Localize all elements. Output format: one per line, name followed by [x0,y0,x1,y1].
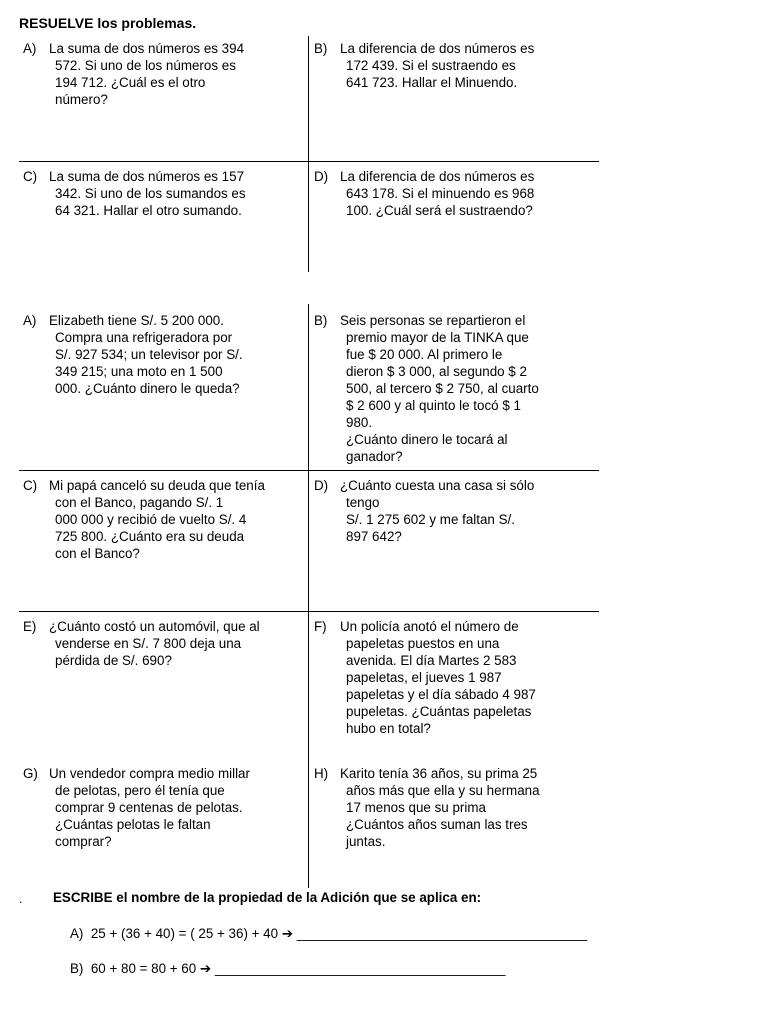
problem-text-first: La diferencia de dos números es [340,169,535,184]
problem-2h [314,765,593,850]
problem-text-line: ganador? [346,449,403,464]
problem-2e [23,618,303,669]
problem-label: G) [23,766,38,781]
problem-text-line: 194 712. ¿Cuál es el otro [55,75,206,90]
grid1-horizontal-divider [19,161,599,162]
problem-text-first: Mi papá canceló su deuda que tenía [49,478,265,493]
problem-text-line: con el Banco, pagando S/. 1 [55,495,224,510]
problem-text-line: juntas. [346,834,386,849]
page-title: RESUELVE los problemas. [19,15,197,31]
problem-label: D) [314,478,329,493]
section2-title: ESCRIBE el nombre de la propiedad de la Adición que se aplica en: [53,890,482,905]
problem-text-first: La diferencia de dos números es [340,41,535,56]
exercise-a-label: A) [70,926,84,941]
problem-text-line: premio mayor de la TINKA que [346,330,529,345]
exercise-b-answer-blank[interactable]: _______________________________________ [214,961,506,976]
problem-first-line [23,168,303,185]
problem-text-line: avenida. El día Martes 2 583 [346,653,517,668]
problem-text-line: pérdida de S/. 690? [55,653,172,668]
problem-text-line: Compra una refrigeradora por [55,330,233,345]
problem-2g [23,765,303,850]
problem-label: F) [314,619,327,634]
problem-text-line: 000 000 y recibió de vuelto S/. 4 [55,512,247,527]
problem-2d [314,477,593,545]
problem-text-line: ¿Cuántas pelotas le faltan [55,817,211,832]
problem-2a [23,312,303,397]
problem-2f [314,618,593,737]
problem-first-line [23,40,303,57]
problem-first-line [314,168,593,185]
problem-label: A) [23,313,37,328]
problem-first-line [23,312,303,329]
problem-text-line: 641 723. Hallar el Minuendo. [346,75,518,90]
problem-text-first: ¿Cuánto cuesta una casa si sólo [340,478,535,493]
problem-first-line [23,765,303,782]
problem-text-first: La suma de dos números es 157 [49,169,245,184]
exercise-b-label: B) [70,961,84,976]
problem-text-line: comprar 9 centenas de pelotas. [55,800,243,815]
problem-text-line: ¿Cuántos años suman las tres [346,817,528,832]
problem-label: E) [23,619,37,634]
exercise-b-expression: 60 + 80 = 80 + 60 ➔ [90,961,212,976]
problem-text-line: de pelotas, pero él tenía que [55,783,225,798]
problem-text-first: Seis personas se repartieron el [340,313,526,328]
problem-label: B) [314,313,328,328]
problem-text-line: ¿Cuánto dinero le tocará al [346,432,508,447]
problem-label: A) [23,41,37,56]
grid2-horizontal-divider-2 [19,611,599,612]
problem-text-line: pupeletas. ¿Cuántas papeletas [346,704,532,719]
problem-text-line: 897 642? [346,529,402,544]
problem-text-first: ¿Cuánto costó un automóvil, que al [49,619,260,634]
problem-text-line: 980. [346,415,373,430]
problem-first-line [314,312,593,329]
problem-text-line: 172 439. Si el sustraendo es [346,58,516,73]
problem-1d [314,168,593,219]
problem-text-line: 500, al tercero $ 2 750, al cuarto [346,381,539,396]
problem-text-line: papeletas y el día sábado 4 987 [346,687,536,702]
problem-text-first: Karito tenía 36 años, su prima 25 [340,766,538,781]
problem-text-line: hubo en total? [346,721,431,736]
problem-text-line: venderse en S/. 7 800 deja una [55,636,242,651]
problem-text-line: número? [55,92,108,107]
problem-first-line [23,618,303,635]
problem-text-first: La suma de dos números es 394 [49,41,245,56]
problem-1c [23,168,303,219]
problem-text-line: 100. ¿Cuál será el sustraendo? [346,203,533,218]
problem-label: C) [23,478,38,493]
problem-text-line: 572. Si uno de los números es [55,58,236,73]
problem-text-line: 000. ¿Cuánto dinero le queda? [55,381,240,396]
problem-text-line: 64 321. Hallar el otro sumando. [55,203,242,218]
problem-1b [314,40,593,91]
problem-first-line [314,40,593,57]
problem-text-line: S/. 927 534; un televisor por S/. [55,347,243,362]
problem-1a [23,40,303,108]
exercise-a [70,926,587,942]
grid1-vertical-divider [308,36,309,272]
problem-text-line: fue $ 20 000. Al primero le [346,347,503,362]
problem-first-line [314,765,593,782]
problem-first-line [314,618,593,635]
problem-label: B) [314,41,328,56]
problem-text-line: comprar? [55,834,112,849]
exercise-b [70,961,505,977]
problem-text-first: Un vendedor compra medio millar [49,766,250,781]
problem-text-line: $ 2 600 y al quinto le tocó $ 1 [346,398,521,413]
problem-text-line: 643 178. Si el minuendo es 968 [346,186,535,201]
problem-first-line [314,477,593,494]
problem-label: H) [314,766,329,781]
problem-text-line: dieron $ 3 000, al segundo $ 2 [346,364,527,379]
problem-label: C) [23,169,38,184]
problem-text-line: 17 menos que su prima [346,800,486,815]
problem-2c [23,477,303,562]
grid2-vertical-divider [308,304,309,888]
section2-bullet: . [19,892,23,906]
problem-text-line: con el Banco? [55,546,140,561]
problem-first-line [23,477,303,494]
problem-text-first: Un policía anotó el número de [340,619,519,634]
problem-text-line: 725 800. ¿Cuánto era su deuda [55,529,245,544]
problem-text-line: papeletas, el jueves 1 987 [346,670,502,685]
problem-text-line: tengo [346,495,380,510]
problem-label: D) [314,169,329,184]
problem-text-line: 342. Si uno de los sumandos es [55,186,246,201]
problem-text-line: años más que ella y su hermana [346,783,540,798]
problem-text-first: Elizabeth tiene S/. 5 200 000. [49,313,224,328]
problem-2b [314,312,593,465]
exercise-a-expression: 25 + (36 + 40) = ( 25 + 36) + 40 ➔ [90,926,294,941]
exercise-a-answer-blank[interactable]: _______________________________________ [296,926,588,941]
problem-text-line: S/. 1 275 602 y me faltan S/. [346,512,515,527]
problem-text-line: 349 215; una moto en 1 500 [55,364,223,379]
problem-text-line: papeletas puestos en una [346,636,500,651]
grid2-horizontal-divider-1 [19,470,599,471]
